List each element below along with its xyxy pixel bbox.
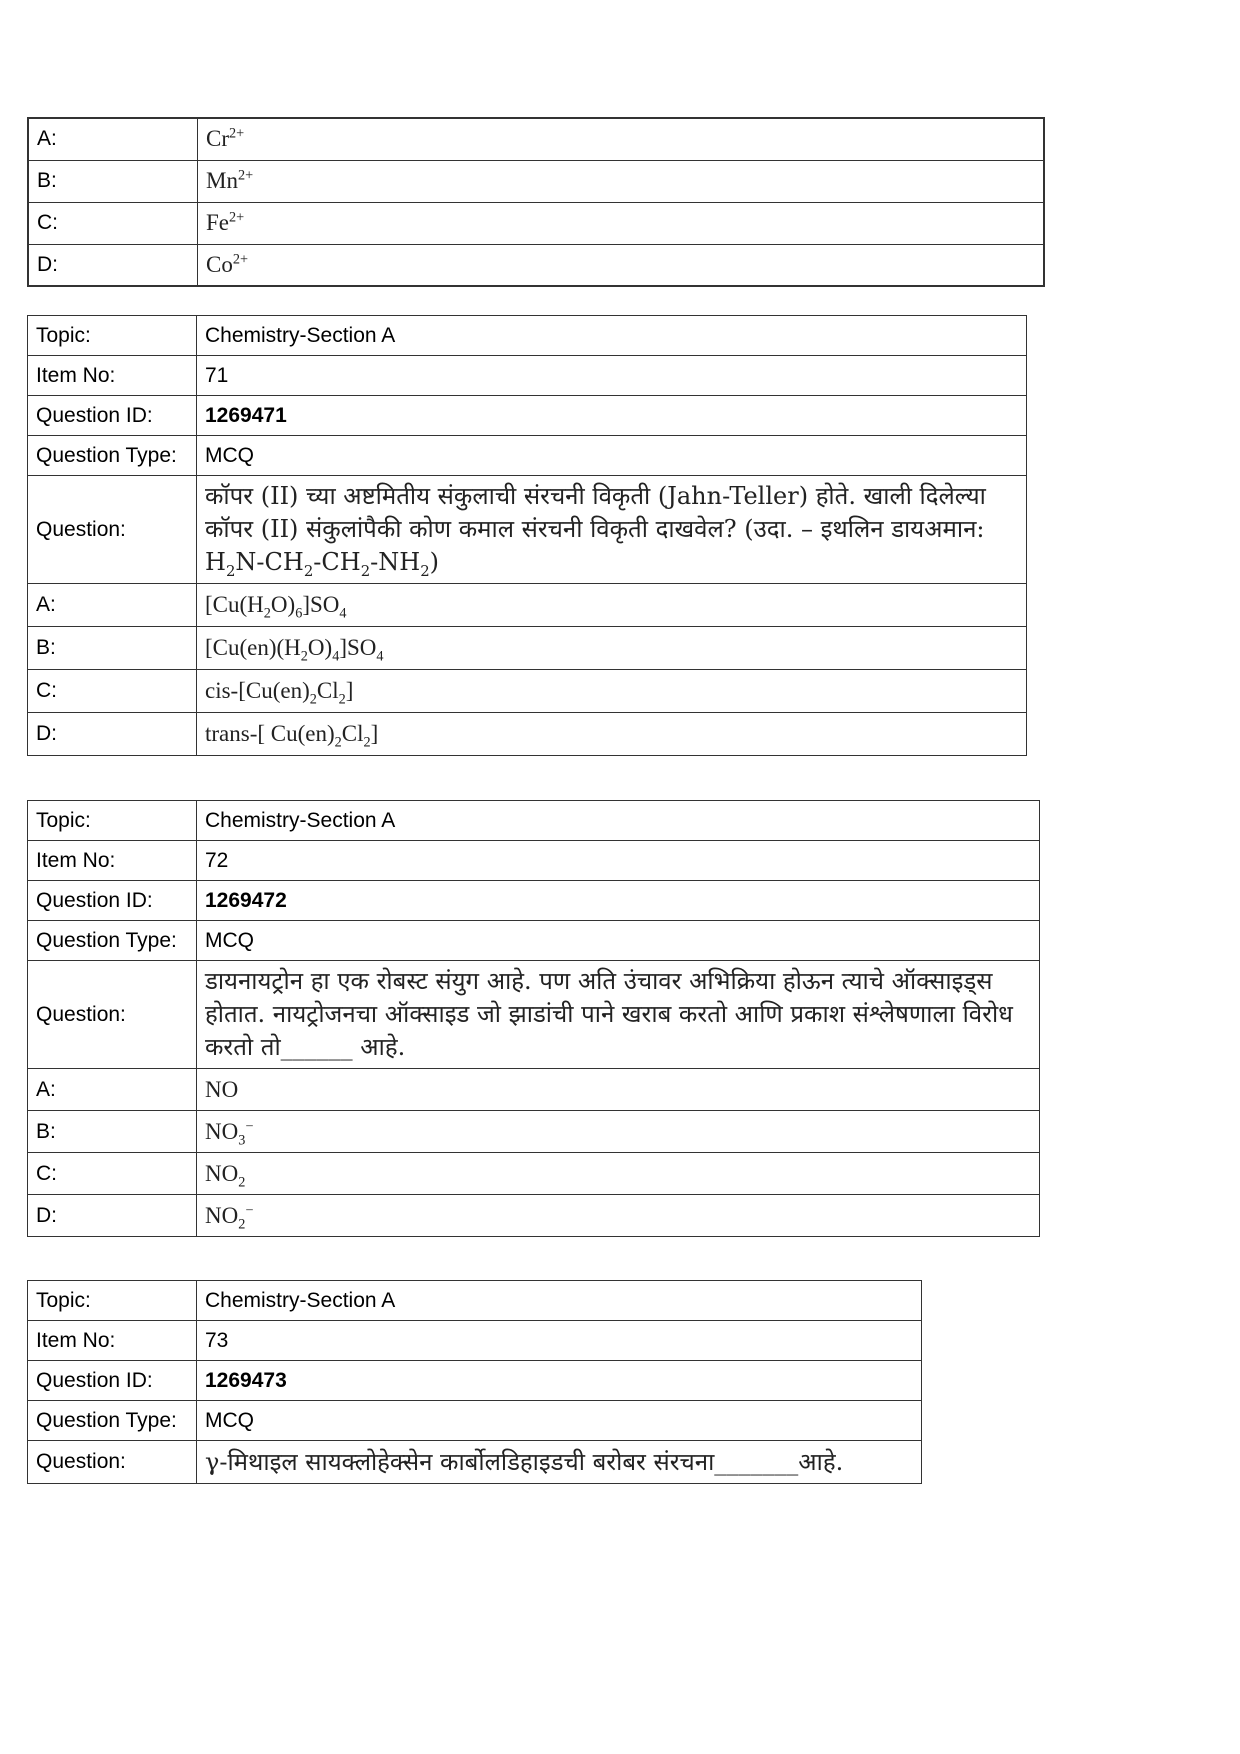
item-no-label: Item No: bbox=[28, 1321, 197, 1361]
topic-value: Chemistry-Section A bbox=[197, 801, 1040, 841]
option-label-a: A: bbox=[28, 118, 198, 160]
question-row bbox=[28, 476, 1027, 584]
question-id-label: Question ID: bbox=[28, 1361, 197, 1401]
option-value-d: trans-[ $Cu(en)_2Cl_2$] bbox=[197, 713, 1027, 756]
option-value-a: $[Cu(H_2O)_6]SO_4$ bbox=[197, 584, 1027, 627]
option-row-d bbox=[28, 1195, 1040, 1237]
question-type-value: MCQ bbox=[197, 436, 1027, 476]
item-no-label: Item No: bbox=[28, 841, 197, 881]
question-table-72 bbox=[27, 800, 1040, 1237]
question-table-73 bbox=[27, 1280, 922, 1484]
item-no-value: 72 bbox=[197, 841, 1040, 881]
question-type-label: Question Type: bbox=[28, 921, 197, 961]
item-no-row bbox=[28, 356, 1027, 396]
option-row-b bbox=[28, 627, 1027, 670]
question-row bbox=[28, 1441, 922, 1484]
item-no-row bbox=[28, 1321, 922, 1361]
question-type-value: MCQ bbox=[197, 1401, 922, 1441]
option-value-d: $NO_2^-$ bbox=[197, 1195, 1040, 1237]
question-type-row bbox=[28, 1401, 922, 1441]
question-type-label: Question Type: bbox=[28, 1401, 197, 1441]
option-label-d: D: bbox=[28, 244, 198, 286]
option-value-a: NO bbox=[197, 1069, 1040, 1111]
topic-value: Chemistry-Section A bbox=[197, 1281, 922, 1321]
option-value-d: $Co^{2+}$ bbox=[198, 244, 1045, 286]
topic-row bbox=[28, 1281, 922, 1321]
option-label-a: A: bbox=[28, 584, 197, 627]
question-label: Question: bbox=[28, 961, 197, 1069]
option-row-b bbox=[28, 1111, 1040, 1153]
previous-question-options-table bbox=[27, 117, 1045, 287]
option-value-b: $[Cu(en)(H_2O)_4]SO_4$ bbox=[197, 627, 1027, 670]
option-row-a bbox=[28, 584, 1027, 627]
option-value-c: cis-$[Cu(en)_2Cl_2]$ bbox=[197, 670, 1027, 713]
option-row-c bbox=[28, 202, 1044, 244]
option-row-d bbox=[28, 713, 1027, 756]
option-label-c: C: bbox=[28, 670, 197, 713]
question-id-row bbox=[28, 396, 1027, 436]
topic-label: Topic: bbox=[28, 1281, 197, 1321]
question-row bbox=[28, 961, 1040, 1069]
option-value-b: $NO_3^-$ bbox=[197, 1111, 1040, 1153]
option-value-c: $NO_2$ bbox=[197, 1153, 1040, 1195]
question-type-row bbox=[28, 436, 1027, 476]
option-value-a: $Cr^{2+}$ bbox=[198, 118, 1045, 160]
question-id-value: 1269471 bbox=[197, 396, 1027, 436]
topic-label: Topic: bbox=[28, 801, 197, 841]
question-type-label: Question Type: bbox=[28, 436, 197, 476]
option-label-d: D: bbox=[28, 1195, 197, 1237]
question-type-row bbox=[28, 921, 1040, 961]
option-row-a bbox=[28, 1069, 1040, 1111]
question-id-row bbox=[28, 881, 1040, 921]
item-no-label: Item No: bbox=[28, 356, 197, 396]
question-label: Question: bbox=[28, 1441, 197, 1484]
topic-row bbox=[28, 801, 1040, 841]
option-value-c: $Fe^{2+}$ bbox=[198, 202, 1045, 244]
option-label-b: B: bbox=[28, 627, 197, 670]
question-id-value: 1269472 bbox=[197, 881, 1040, 921]
option-value-b: $Mn^{2+}$ bbox=[198, 160, 1045, 202]
option-label-c: C: bbox=[28, 202, 198, 244]
topic-value: Chemistry-Section A bbox=[197, 316, 1027, 356]
option-row-a bbox=[28, 118, 1044, 160]
option-label-b: B: bbox=[28, 160, 198, 202]
question-id-value: 1269473 bbox=[197, 1361, 922, 1401]
item-no-value: 73 bbox=[197, 1321, 922, 1361]
option-row-b bbox=[28, 160, 1044, 202]
option-row-c bbox=[28, 670, 1027, 713]
question-text: डायनायट्रोन हा एक रोबस्ट संयुग आहे. पण अति उंचावर अभिक्रिया होऊन त्याचे ऑक्साइड्स होतात. नायट्रोजनचा ऑक्साइड जो झाडांची पाने खराब करतो आणि प्रकाश संश्लेषणाला विरोध करतो तो______ आहे. bbox=[197, 961, 1040, 1069]
question-label: Question: bbox=[28, 476, 197, 584]
option-label-a: A: bbox=[28, 1069, 197, 1111]
question-table-71 bbox=[27, 315, 1027, 756]
question-id-label: Question ID: bbox=[28, 396, 197, 436]
question-text: γ-मिथाइल सायक्लोहेक्सेन कार्बोलडिहाइडची बरोबर संरचना_______आहे. bbox=[197, 1441, 922, 1484]
item-no-row bbox=[28, 841, 1040, 881]
option-label-c: C: bbox=[28, 1153, 197, 1195]
question-text: कॉपर (II) च्या अष्टमितीय संकुलाची संरचनी विकृती (Jahn-Teller) होते. खाली दिलेल्या कॉपर (II) संकुलांपैकी कोण कमाल संरचनी विकृती दाखवेल? (उदा. – इथलिन डायअमान: $H_2N-CH_2-CH_2-NH_2$) bbox=[197, 476, 1027, 584]
question-type-value: MCQ bbox=[197, 921, 1040, 961]
topic-row bbox=[28, 316, 1027, 356]
option-row-c bbox=[28, 1153, 1040, 1195]
question-id-label: Question ID: bbox=[28, 881, 197, 921]
option-row-d bbox=[28, 244, 1044, 286]
option-label-b: B: bbox=[28, 1111, 197, 1153]
item-no-value: 71 bbox=[197, 356, 1027, 396]
option-label-d: D: bbox=[28, 713, 197, 756]
topic-label: Topic: bbox=[28, 316, 197, 356]
question-id-row bbox=[28, 1361, 922, 1401]
